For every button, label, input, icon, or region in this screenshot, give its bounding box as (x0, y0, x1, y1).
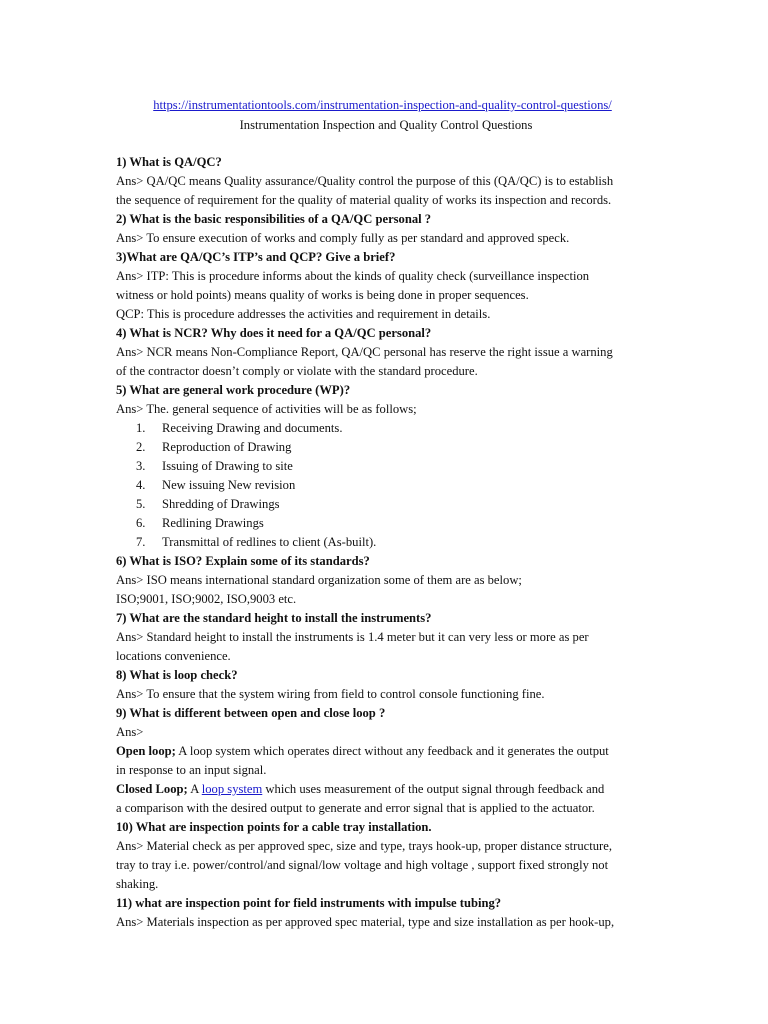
list-item (116, 495, 656, 514)
source-url-link[interactable]: https://instrumentationtools.com/instrumentation-inspection-and-quality-control-questions/ (153, 98, 612, 112)
question-2: 2) What is the basic responsibilities of a QA/QC personal ? (116, 212, 432, 226)
open-loop-line-2: in response to an input signal. (116, 763, 267, 777)
closed-loop-line-1 (116, 780, 656, 799)
question-7: 7) What are the standard height to install the instruments? (116, 611, 432, 625)
answer-1-line-1: Ans> QA/QC means Quality assurance/Quality control the purpose of this (QA/QC) is to establish (116, 174, 614, 188)
answer-4-line-2: of the contractor doesn’t comply or violate with the standard procedure. (116, 364, 478, 378)
document-body (116, 96, 656, 932)
list-item-number: 5. (136, 497, 146, 511)
list-item-text: New issuing New revision (162, 478, 296, 492)
open-loop-line-1 (116, 742, 656, 761)
question-11: 11) what are inspection point for field instruments with impulse tubing? (116, 896, 502, 910)
answer-10-line-1: Ans> Material check as per approved spec, size and type, trays hook-up, proper distance structure, (116, 839, 612, 853)
question-9: 9) What is different between open and close loop ? (116, 706, 386, 720)
list-item (116, 457, 656, 476)
answer-1-line-2: the sequence of requirement for the quality of material quality of works its inspection and records. (116, 193, 612, 207)
answer-4-line-1: Ans> NCR means Non-Compliance Report, QA/QC personal has reserve the right issue a warning (116, 345, 613, 359)
closed-loop-label: Closed Loop; (116, 782, 188, 796)
question-8: 8) What is loop check? (116, 668, 238, 682)
list-item-number: 2. (136, 440, 146, 454)
list-item-number: 1. (136, 421, 146, 435)
list-item-text: Issuing of Drawing to site (162, 459, 293, 473)
list-item-text: Redlining Drawings (162, 516, 264, 530)
source-url-line (109, 96, 656, 115)
list-item-text: Receiving Drawing and documents. (162, 421, 343, 435)
blank-line (116, 135, 656, 153)
list-item (116, 476, 656, 495)
closed-loop-pre: A (187, 782, 202, 796)
list-item-number: 4. (136, 478, 146, 492)
answer-10-line-2: tray to tray i.e. power/control/and signal/low voltage and high voltage , support fixed strongly not (116, 858, 609, 872)
open-loop-label: Open loop; (116, 744, 176, 758)
list-item-number: 7. (136, 535, 146, 549)
answer-3-line-2: witness or hold points) means quality of works is being done in proper sequences. (116, 288, 529, 302)
closed-loop-line-2: a comparison with the desired output to generate and error signal that is applied to the actuator. (116, 801, 595, 815)
question-1: 1) What is QA/QC? (116, 155, 222, 169)
answer-11-line-1: Ans> Materials inspection as per approved spec material, type and size installation as per hook-up, (116, 915, 615, 929)
question-5: 5) What are general work procedure (WP)? (116, 383, 351, 397)
list-item (116, 438, 656, 457)
work-procedure-list (116, 419, 656, 552)
question-3: 3)What are QA/QC’s ITP’s and QCP? Give a brief? (116, 250, 396, 264)
list-item-text: Transmittal of redlines to client (As-built). (162, 535, 377, 549)
answer-6-line-2: ISO;9001, ISO;9002, ISO,9003 etc. (116, 592, 297, 606)
question-4: 4) What is NCR? Why does it need for a QA/QC personal? (116, 326, 432, 340)
answer-8-line-1: Ans> To ensure that the system wiring from field to control console functioning fine. (116, 687, 545, 701)
open-loop-text: A loop system which operates direct without any feedback and it generates the output (175, 744, 609, 758)
answer-9-label: Ans> (116, 725, 144, 739)
list-item (116, 514, 656, 533)
question-6: 6) What is ISO? Explain some of its standards? (116, 554, 370, 568)
list-item-text: Reproduction of Drawing (162, 440, 292, 454)
answer-3-line-3: QCP: This is procedure addresses the activities and requirement in details. (116, 307, 491, 321)
answer-7-line-1: Ans> Standard height to install the instruments is 1.4 meter but it can very less or more as per (116, 630, 589, 644)
answer-3-line-1: Ans> ITP: This is procedure informs about the kinds of quality check (surveillance inspection (116, 269, 590, 283)
list-item-number: 3. (136, 459, 146, 473)
closed-loop-text: which uses measurement of the output signal through feedback and (262, 782, 605, 796)
answer-6-line-1: Ans> ISO means international standard organization some of them are as below; (116, 573, 522, 587)
list-item (116, 419, 656, 438)
document-title: Instrumentation Inspection and Quality Control Questions (239, 118, 533, 132)
loop-system-link[interactable]: loop system (201, 782, 263, 796)
list-item-text: Shredding of Drawings (162, 497, 280, 511)
answer-5-intro: Ans> The. general sequence of activities will be as follows; (116, 402, 417, 416)
list-item (116, 533, 656, 552)
answer-10-line-3: shaking. (116, 877, 159, 891)
answer-2-line-1: Ans> To ensure execution of works and comply fully as per standard and approved speck. (116, 231, 570, 245)
list-item-number: 6. (136, 516, 146, 530)
question-10: 10) What are inspection points for a cable tray installation. (116, 820, 432, 834)
answer-7-line-2: locations convenience. (116, 649, 231, 663)
